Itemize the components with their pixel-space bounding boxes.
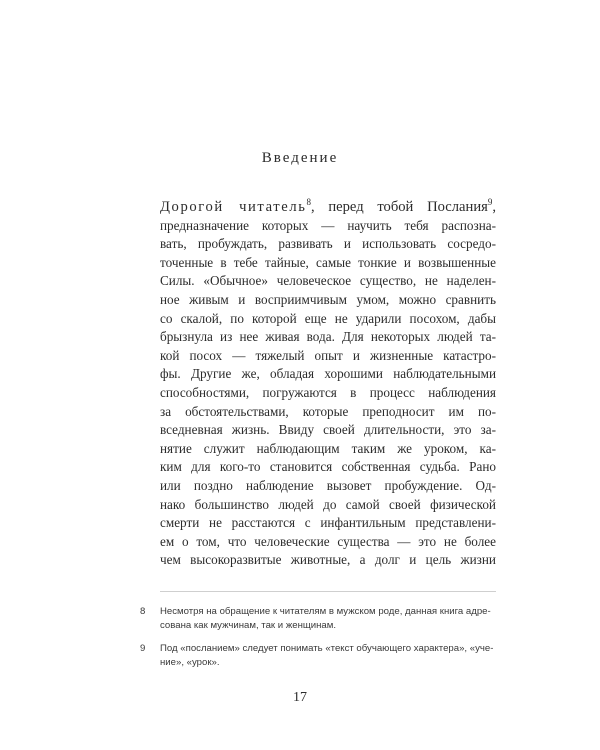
body-line: ким для кого-то становится собственная судьба. Рано	[160, 459, 496, 475]
body-line: вседневная жизнь. Ввиду своей длительности, это за-	[160, 422, 496, 438]
footnote-number: 8	[140, 606, 146, 617]
footnote-ref-9[interactable]: 9	[487, 197, 493, 208]
footnote-line: Под «посланием» следует понимать «текст обучающего характера», «уче-	[160, 643, 494, 654]
body-line: вать, пробуждать, развивать и использовать сосредо-	[160, 236, 496, 252]
footnote-number: 9	[140, 643, 146, 654]
body-text	[160, 198, 496, 570]
body-line: предназначение которых — научить тебя распозна-	[160, 217, 496, 233]
body-line: чем высокоразвитые животные, а долг и цель жизни	[160, 552, 496, 568]
body-line-1	[160, 198, 496, 217]
body-line: со скалой, по которой еще не ударили посохом, дабы	[160, 310, 496, 326]
footnote-ref-8[interactable]: 8	[306, 197, 311, 208]
body-line: ем о том, что человеческие существа — это не более	[160, 533, 496, 549]
body-line-1-text: , перед тобой Послания	[310, 199, 488, 215]
body-line: смерти не расстаются с инфантильным представлени-	[160, 515, 496, 531]
body-line: нятие служит наблюдающим таким же уроком, ка-	[160, 440, 496, 456]
body-line: за обстоятельствами, которые преподносит им по-	[160, 403, 496, 419]
body-line: способностями, погружаются в процесс наблюдения	[160, 384, 496, 400]
body-line: Силы. «Обычное» человеческое существо, не наделен-	[160, 273, 496, 289]
body-line-1-end: ,	[492, 199, 496, 215]
body-line: или поздно наблюдение вызовет пробуждение. Од-	[160, 477, 496, 493]
footnote-divider	[160, 591, 496, 592]
footnote-text	[160, 642, 500, 670]
lead-words: Дорогой читатель	[160, 199, 307, 215]
body-line: нако большинство людей до самой своей физической	[160, 496, 496, 512]
chapter-title: Введение	[261, 150, 339, 166]
page-number: 17	[293, 690, 307, 705]
footnote-line: сована как мужчинам, так и женщинам.	[160, 620, 337, 631]
footnote-text	[160, 605, 500, 633]
footnote-line: Несмотря на обращение к читателям в мужском роде, данная книга адре-	[160, 606, 491, 617]
footnote-line: ние», «урок».	[160, 657, 220, 668]
body-line: ное живым и восприимчивым умом, можно сравнить	[160, 291, 496, 307]
body-line: фы. Другие же, обладая хорошими наблюдательными	[160, 366, 496, 382]
body-line: точенные в тебе тайные, самые тонкие и возвышенные	[160, 254, 496, 270]
body-line: брызнула из нее живая вода. Для некоторых людей та-	[160, 329, 496, 345]
body-line: кой посох — тяжелый опыт и жизненные катастро-	[160, 347, 496, 363]
